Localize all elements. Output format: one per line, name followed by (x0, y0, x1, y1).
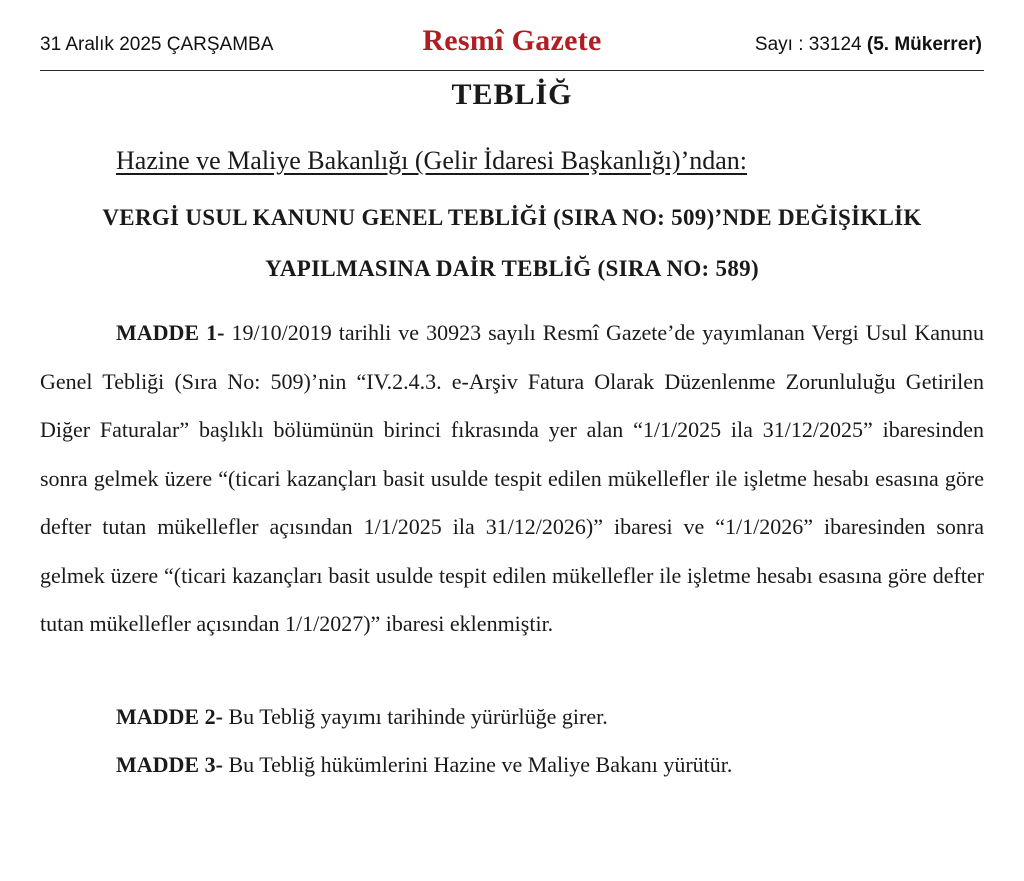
issue-info (755, 34, 982, 56)
article-label: MADDE 1- (116, 320, 225, 345)
issue-number: Sayı : 33124 (754, 34, 862, 55)
gazette-name: Resmî Gazete (422, 24, 602, 57)
issue-edition: (5. Mükerrer) (866, 34, 982, 55)
article-text: Bu Tebliğ hükümlerini Hazine ve Maliye Bakanı yürütür. (228, 752, 733, 777)
document-title-line-1: VERGİ USUL KANUNU GENEL TEBLİĞİ (SIRA NO: 509)’NDE DEĞİŞİKLİK (102, 205, 922, 230)
publication-date: 31 Aralık 2025 ÇARŞAMBA (40, 34, 274, 55)
article-3 (40, 741, 984, 790)
document-title-line-2: YAPILMASINA DAİR TEBLİĞ (SIRA NO: 589) (265, 256, 759, 281)
article-2 (40, 693, 984, 742)
section-type-heading: TEBLİĞ (451, 78, 573, 111)
article-1 (40, 309, 984, 649)
issuer-line: Hazine ve Maliye Bakanlığı (Gelir İdaresi Başkanlığı)’ndan: (116, 146, 748, 175)
article-text: Bu Tebliğ yayımı tarihinde yürürlüğe girer. (228, 704, 608, 729)
article-label: MADDE 2- (116, 704, 223, 729)
article-label: MADDE 3- (116, 752, 223, 777)
article-text: 19/10/2019 tarihli ve 30923 sayılı Resmî Gazete’de yayımlanan Vergi Usul Kanunu Genel Tebliği (Sıra No: 509)’nin “IV.2.4.3. e-Arşiv Fatura Olarak Düzenlenme Zorunluluğu Getirilen Diğer Faturalar” başlıklı bölümünün birinci fıkrasında yer alan “1/1/2025 ila 31/12/2025” ibaresinden sonra gelmek üzere “(ticari kazançları basit usulde tespit edilen mükellefler ile işletme hesabı esasına göre defter tutan mükellefler açısından 1/1/2025 ila 31/12/2026)” ibaresi ve “1/1/2026” ibaresinden sonra gelmek üzere “(ticari kazançları basit usulde tespit edilen mükellefler ile işletme hesabı esasına göre defter tutan mükellefler açısından 1/1/2027)” ibaresi eklenmiştir. (40, 320, 984, 636)
gazette-header (40, 22, 984, 71)
